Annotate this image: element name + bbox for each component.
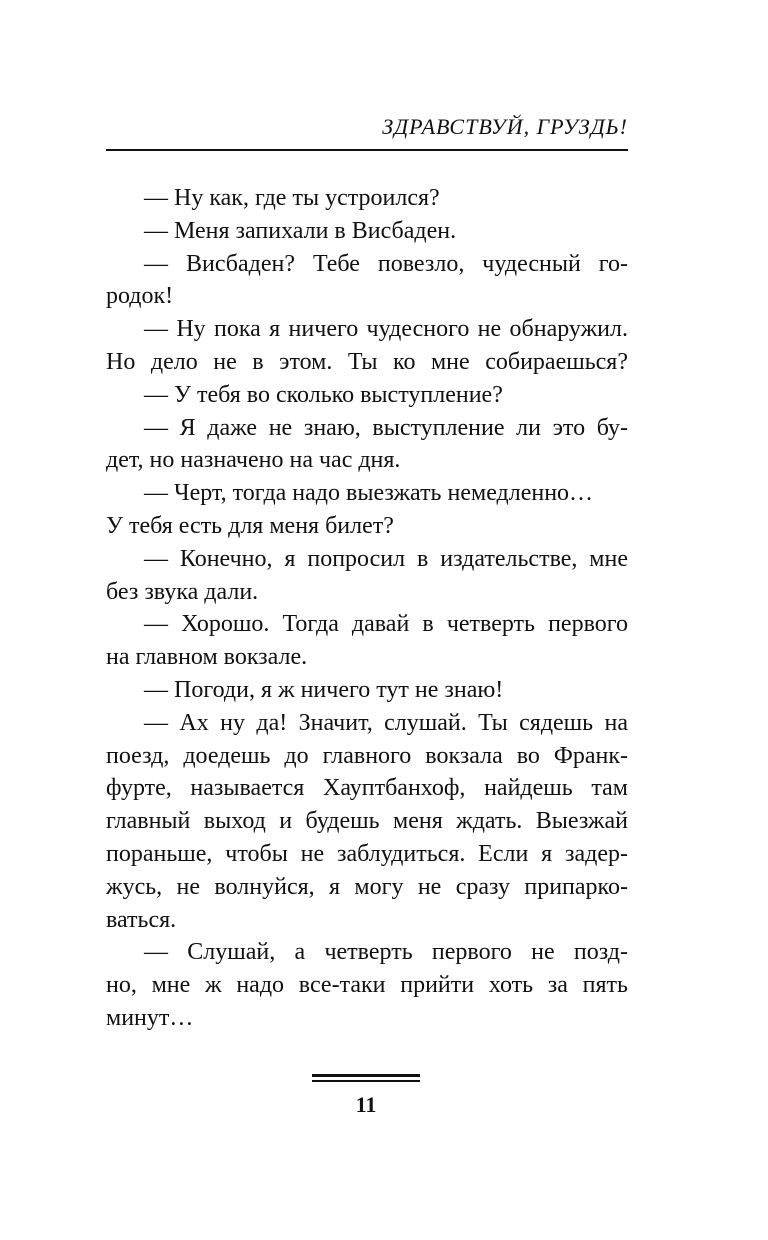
text-line: — Ну как, где ты устроился? xyxy=(144,185,440,211)
text-line: ваться. xyxy=(106,906,177,933)
text-line: — Слушай, а четверть первого не позд- xyxy=(144,939,628,966)
text-line: поезд, доедешь до главного вокзала во Франк- xyxy=(106,742,628,769)
text-line: Но дело не в этом. Ты ко мне собираешься? xyxy=(106,348,628,375)
text-line: родок! xyxy=(106,283,174,310)
text-line: минут… xyxy=(106,1004,194,1031)
text-line: — Я даже не знаю, выступление ли это бу- xyxy=(144,414,628,441)
text-line: без звука дали. xyxy=(106,578,259,605)
text-line: пораньше, чтобы не заблудиться. Если я задер- xyxy=(106,840,628,867)
text-line: — Черт, тогда надо выезжать немедленно… xyxy=(144,480,594,507)
text-line: жусь, не волнуйся, я могу не сразу припарко- xyxy=(106,873,628,900)
running-title: ЗДРАВСТВУЙ, ГРУЗДЬ! xyxy=(382,114,628,139)
text-line: — Висбаден? Тебе повезло, чудесный го- xyxy=(144,250,628,277)
header-rule xyxy=(106,149,628,151)
text-line: У тебя есть для меня билет? xyxy=(106,512,394,539)
text-line: дет, но назначено на час дня. xyxy=(106,447,401,474)
text-line: — Ну пока я ничего чудесного не обнаружил. xyxy=(144,316,628,343)
text-line: — Ах ну да! Значит, слушай. Ты сядешь на xyxy=(144,709,628,736)
page-number: 11 xyxy=(355,1092,377,1117)
text-line: — Погоди, я ж ничего тут не знаю! xyxy=(144,676,504,703)
text-line: главный выход и будешь меня ждать. Выезжай xyxy=(106,808,628,835)
text-line: — У тебя во сколько выступление? xyxy=(144,381,503,408)
text-line: — Хорошо. Тогда давай в четверть первого xyxy=(144,611,628,638)
text-line: — Конечно, я попросил в издательстве, мне xyxy=(144,545,628,572)
text-line: фурте, называется Хауптбанхоф, найдешь там xyxy=(106,775,628,802)
footer-rule-thin xyxy=(312,1080,420,1082)
text-line: но, мне ж надо все-таки прийти хоть за пять xyxy=(106,972,628,999)
footer-rule-thick xyxy=(312,1074,420,1077)
text-line: — Меня запихали в Висбаден. xyxy=(144,217,457,244)
page-body-text xyxy=(106,182,628,1035)
text-line: на главном вокзале. xyxy=(106,644,308,671)
